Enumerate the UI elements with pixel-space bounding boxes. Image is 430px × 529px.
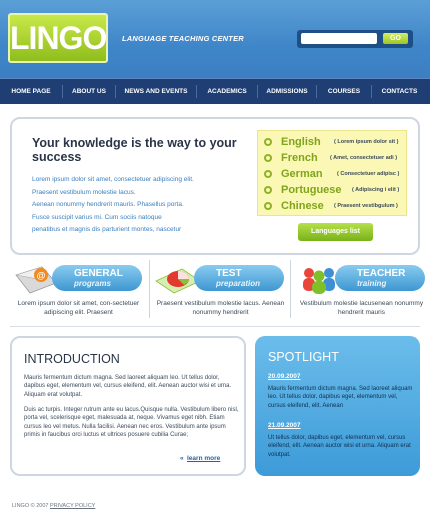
introduction-paragraph: Duis ac turpis. Integer rutrum ante eu lacus.Quisque nulla. Vestibulum libero nisl, porta vel, scelerisque eget, malesuada at, neque. Vivamus eget nibh. Etiam cursus leo vel metus. Nulla facilisi. Aenean nec eros. Vestibulum ante ipsum primis in faucibus orci luctus et ultrices posuere cubilia Curae;	[24, 407, 239, 438]
hero-line: Lorem ipsum dolor sit amet, consectetuer adipiscing elit.	[32, 176, 194, 183]
hero-panel	[10, 117, 420, 255]
hero-line: penatibus et magnis dis parturient montes, nascetur	[32, 226, 182, 233]
language-item-french[interactable]	[264, 151, 404, 166]
language-note: ( Praesent vestibgulum )	[334, 203, 398, 209]
hero-line: Praesent vestibulum molestie lacus.	[32, 188, 136, 196]
feature-title: TEACHER	[357, 268, 406, 279]
copyright-text: LINGO © 2007	[12, 503, 49, 509]
feature-teacher[interactable]	[295, 259, 428, 319]
svg-text:@: @	[36, 270, 46, 281]
bullet-icon	[264, 202, 272, 210]
language-note: ( Consectetuer adipisc )	[337, 171, 400, 177]
nav-about[interactable]: ABOUT US	[72, 88, 106, 95]
main-nav	[0, 78, 430, 104]
feature-description: Lorem ipsum dolor sit amet, con-sectetuer adipiscing elit. Praesent	[17, 300, 140, 316]
feature-title: GENERAL	[74, 268, 123, 279]
feature-subtitle: preparation	[216, 279, 261, 288]
spotlight-panel	[255, 336, 420, 476]
bullet-icon	[264, 170, 272, 178]
feature-title: TEST	[216, 268, 242, 279]
language-item-chinese[interactable]	[264, 199, 404, 214]
bullet-icon	[264, 154, 272, 162]
introduction-title: INTRODUCTION	[24, 352, 120, 366]
spotlight-date-link[interactable]: 20.09.2007	[268, 373, 301, 380]
search-input[interactable]	[301, 33, 377, 44]
language-item-english[interactable]	[264, 135, 404, 150]
nav-courses[interactable]: COURSES	[327, 88, 361, 95]
language-name: French	[281, 152, 318, 164]
feature-subtitle: programs	[74, 279, 111, 288]
spotlight-text: Ut tellus dolor, dapibus eget, elementum vel, cursus eleifend, elit. Aenean auctor wisi et urna. Aliquam erat volutpat.	[268, 435, 411, 458]
feature-test[interactable]	[154, 259, 287, 319]
site-logo[interactable]: LINGO	[8, 13, 108, 63]
language-name: Portuguese	[281, 184, 342, 196]
feature-subtitle: training	[357, 279, 387, 288]
nav-admissions[interactable]: ADMISSIONS	[266, 88, 308, 95]
site-footer	[12, 503, 95, 509]
introduction-paragraph: Mauris fermentum dictum magna. Sed laoreet aliquam leo. Ut tellus dolor, dapibus eget, elementum vel, cursus eleifend, elit. Aenean auctor wisi et urna. Aliquam erat volutpat.	[24, 375, 232, 398]
search-bar	[297, 30, 413, 48]
feature-description: Vestibulum molestie lacusenean nonummy hendrerit mauris	[299, 300, 424, 316]
language-note: ( Amet, consectetuer adi )	[330, 155, 398, 161]
hero-title: Your knowledge is the way to your success	[32, 136, 237, 164]
spotlight-text: Mauris fermentum dictum magna. Sed laoreet aliquam leo. Ut tellus dolor, dapibus eget, elementum vel, cursus eleifend, elit. Aenean	[268, 386, 413, 409]
double-arrow-icon: «	[180, 455, 184, 462]
feature-general[interactable]	[12, 259, 145, 319]
site-tagline: LANGUAGE TEACHING CENTER	[122, 34, 244, 43]
hero-text	[32, 174, 252, 237]
spotlight-date-link[interactable]: 21.09.2007	[268, 422, 301, 429]
learn-more-link[interactable]: learn more	[187, 455, 221, 462]
language-name: Chinese	[281, 200, 324, 212]
language-name: German	[281, 168, 323, 180]
divider	[10, 326, 420, 327]
divider	[149, 260, 150, 318]
divider	[290, 260, 291, 318]
search-go-button[interactable]: GO	[383, 33, 408, 44]
language-item-portuguese[interactable]	[264, 183, 404, 198]
nav-home[interactable]: HOME PAGE	[11, 88, 51, 95]
privacy-policy-link[interactable]: PRIVACY POLICY	[50, 503, 96, 509]
hero-line: Fusce suscipit varius mi. Cum sociis natoque	[32, 213, 162, 221]
bullet-icon	[264, 186, 272, 194]
nav-contacts[interactable]: CONTACTS	[381, 88, 418, 95]
introduction-panel	[10, 336, 246, 476]
languages-box	[257, 130, 407, 216]
nav-academics[interactable]: ACADEMICS	[207, 88, 247, 95]
site-header	[0, 0, 430, 78]
language-name: English	[281, 136, 321, 148]
feature-description: Praesent vestibulum molestie lacus. Aenean nonummy hendrerit	[156, 300, 285, 316]
languages-list-button[interactable]: Languages list	[298, 223, 373, 241]
language-item-german[interactable]	[264, 167, 404, 182]
language-note: ( Lorem ipsum dolor sit )	[334, 139, 399, 145]
bullet-icon	[264, 138, 272, 146]
nav-news[interactable]: NEWS AND EVENTS	[124, 88, 188, 95]
spotlight-title: SPOTLIGHT	[268, 350, 339, 364]
language-note: ( Adipiscing i elit )	[352, 187, 400, 193]
hero-line: Aenean nonummy hendrerit mauris. Phasellus porta.	[32, 201, 184, 208]
